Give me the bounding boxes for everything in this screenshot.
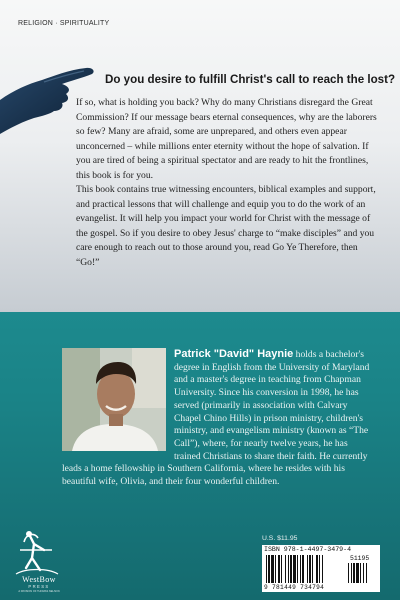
barcode-bar (285, 555, 286, 583)
barcode-bar (356, 563, 359, 583)
barcode-bar (271, 555, 274, 583)
barcode-bar (348, 563, 349, 583)
barcode-bar (268, 555, 270, 583)
barcode-bar (302, 555, 304, 583)
barcode-bar (312, 555, 313, 583)
price-code-label: 51195 (350, 555, 370, 562)
barcode-bar (275, 555, 276, 583)
barcode-bar (290, 555, 292, 583)
publisher-tagline: A DIVISION OF THOMAS NELSON (18, 590, 60, 593)
barcode-bar (353, 563, 355, 583)
barcode-bar (300, 555, 301, 583)
publisher-name: WestBow (22, 575, 56, 584)
barcode-bar (309, 555, 311, 583)
barcode-bar (363, 563, 364, 583)
barcode-bar (293, 555, 296, 583)
barcode-bar (319, 555, 320, 583)
barcode-bar (360, 563, 361, 583)
barcode-bar (322, 555, 323, 583)
isbn-label: ISBN 978-1-4497-3479-4 (264, 546, 352, 553)
author-bio-text: holds a bachelor's degree in English from the University of Maryland and a master's degree in teaching from Chapman University. Since his conversion in 1998, he has served (primarily in association with Calvary Chapel Chino Hills) in prison ministry, children's ministry, and evangelism ministry (known as “The Call”), where, for nearly twelve years, he has trained Christians to share their faith. He currently leads a home fellowship in Southern California, where he resides with his beautiful wife, Olivia, and their four wonderful children. (62, 349, 370, 488)
barcode-bar (351, 563, 352, 583)
barcode-bar (266, 555, 267, 583)
barcode-bar (297, 555, 298, 583)
author-name: Patrick "David" Haynie (174, 348, 294, 360)
category-label: RELIGION · SPIRITUALITY (18, 20, 110, 27)
barcode-digits: 9 781449 734794 (264, 584, 325, 591)
barcode-bar (288, 555, 289, 583)
publisher-press: PRESS (28, 584, 50, 589)
barcode-bar (366, 563, 367, 583)
blurb-paragraph-1: If so, what is holding you back? Why do many Christians disregard the Great Commission? If our message bears eternal consequences, why are the laborers so few? Many are afraid, some are unprepared, and others even appear unconcerned – while millions enter eternity without the hope of salvation. If you are tired of being a spiritual spectator and are ready to hit the frontlines, this book is for you. (76, 97, 377, 181)
blurb-paragraph-2: This book contains true witnessing encounters, biblical examples and support, and practical lessons that will challenge and equip you to do the work of an evangelist. It will help you impact your world for Christ with the message of the gospel. So if you desire to obey Jesus' charge to “make disciples” and you care enough to reach out to those around you, read Go Ye Therefore, then “Go!” (76, 184, 376, 268)
headline: Do you desire to fulfill Christ's call to reach the lost? (105, 73, 396, 86)
barcode-bar (281, 555, 282, 583)
price-label: U.S. $11.95 (262, 535, 298, 542)
barcode-bar (307, 555, 308, 583)
barcode-bar (316, 555, 318, 583)
barcode-bar (278, 555, 280, 583)
author-bio (62, 348, 374, 489)
